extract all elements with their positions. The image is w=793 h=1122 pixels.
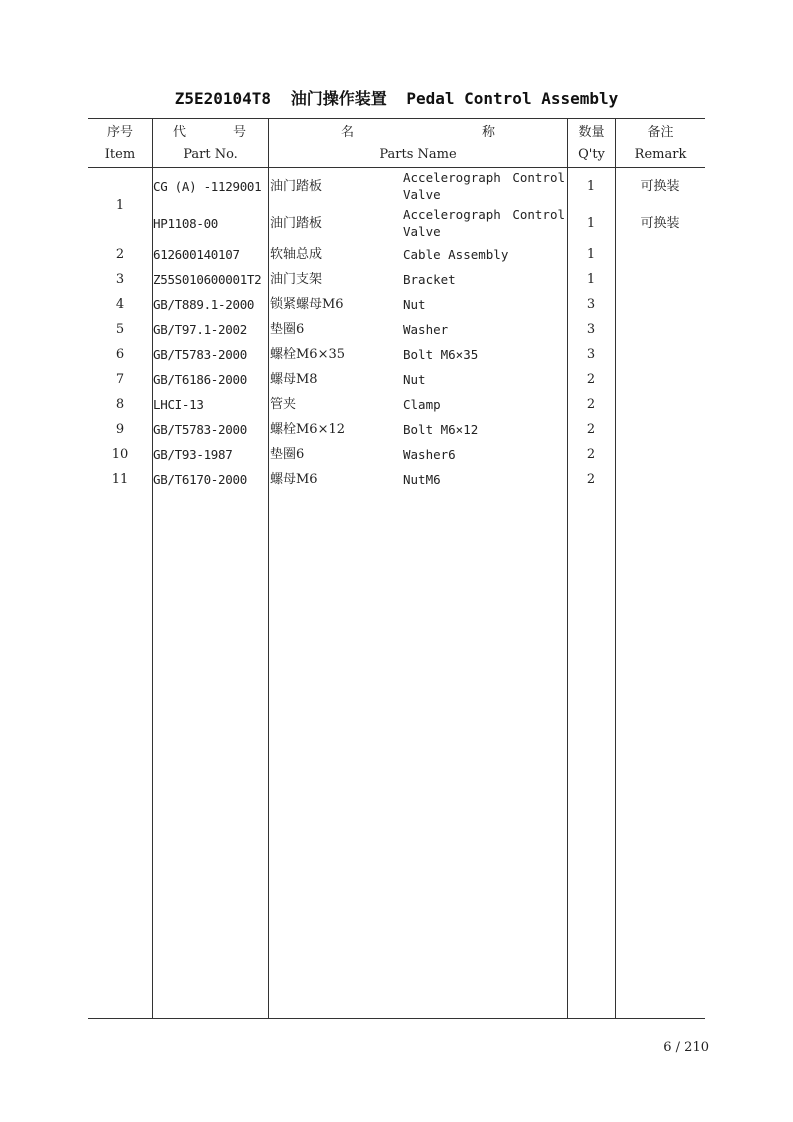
assembly-code: Z5E20104T8 (174, 89, 272, 108)
row-qty: 1 (586, 272, 596, 287)
row-name-cn: 螺母M6 (270, 472, 318, 487)
table-top-rule (88, 118, 705, 119)
row-name-cn: 油门踏板 (270, 179, 323, 194)
header-name-cn-a: 名 (341, 125, 355, 140)
row-name-en: Accelerograph Control Valve (403, 170, 565, 202)
header-part-en: Part No. (183, 147, 238, 162)
row-part-no: LHCI-13 (153, 397, 204, 412)
row-part-no: GB/T889.1-2000 (153, 297, 255, 312)
row-name-cn: 螺母M8 (270, 372, 318, 387)
row-qty: 2 (586, 397, 596, 412)
row-name-cn: 油门支架 (270, 272, 323, 287)
row-qty: 2 (586, 372, 596, 387)
row-item-number: 10 (111, 447, 129, 462)
header-part-cn-b: 号 (232, 125, 246, 140)
row-name-en: Nut (403, 372, 426, 387)
header-remark (616, 122, 705, 166)
page-number: 6 / 210 (663, 1040, 709, 1055)
row-name-en: Clamp (403, 397, 441, 412)
row-part-no: Z55S010600001T2 (153, 272, 262, 287)
row-name-cn: 垫圈6 (270, 447, 305, 462)
row-name-en: Cable Assembly (403, 247, 509, 262)
row-item-number: 4 (115, 297, 125, 312)
header-qty-cn: 数量 (578, 125, 605, 140)
assembly-name-cn: 油门操作装置 (290, 89, 387, 108)
row-name-en: NutM6 (403, 472, 441, 487)
row-name-cn: 锁紧螺母M6 (270, 297, 344, 312)
row-part-no: GB/T6170-2000 (153, 472, 247, 487)
table-bottom-rule (88, 1018, 705, 1019)
row-remark: 可换装 (640, 216, 680, 231)
row-qty: 1 (586, 179, 596, 194)
row-part-no: GB/T5783-2000 (153, 422, 247, 437)
header-qty (568, 122, 615, 166)
row-part-no: GB/T6186-2000 (153, 372, 247, 387)
row-item-number: 6 (115, 347, 125, 362)
column-divider (268, 118, 269, 1019)
row-name-cn: 螺栓M6×12 (270, 422, 346, 437)
row-part-no: CG (A) -1129001 (153, 179, 262, 194)
header-remark-cn: 备注 (647, 125, 674, 140)
row-name-en: Washer (403, 322, 449, 337)
header-item-cn: 序号 (106, 125, 133, 140)
header-part-cn-a: 代 (173, 125, 187, 140)
row-name-en: Nut (403, 297, 426, 312)
row-qty: 2 (586, 422, 596, 437)
row-item-number: 8 (115, 397, 125, 412)
row-name-cn: 油门踏板 (270, 216, 323, 231)
row-qty: 2 (586, 447, 596, 462)
row-name-cn: 垫圈6 (270, 322, 305, 337)
header-item-en: Item (104, 147, 136, 162)
header-qty-en: Q'ty (578, 147, 605, 162)
row-name-en: Bracket (403, 272, 456, 287)
row-part-no: GB/T97.1-2002 (153, 322, 247, 337)
header-bottom-rule (88, 167, 705, 168)
header-item (88, 122, 152, 166)
header-remark-en: Remark (634, 147, 687, 162)
column-divider (615, 118, 616, 1019)
row-item-number: 2 (115, 247, 125, 262)
page-title (88, 86, 705, 109)
row-part-no: GB/T93-1987 (153, 447, 233, 462)
row-qty: 3 (586, 322, 596, 337)
row-part-no: HP1108-00 (153, 216, 219, 231)
row-part-no: GB/T5783-2000 (153, 347, 247, 362)
header-name-en: Parts Name (379, 147, 457, 162)
row-item-number: 7 (115, 372, 125, 387)
row-name-en: Bolt M6×35 (403, 347, 479, 362)
header-name-cn-b: 称 (481, 125, 495, 140)
row-item-number: 5 (115, 322, 125, 337)
row-item-number: 11 (111, 472, 129, 487)
row-name-cn: 管夹 (270, 397, 297, 412)
row-qty: 3 (586, 347, 596, 362)
row-qty: 2 (586, 472, 596, 487)
row-item-number: 1 (115, 198, 125, 213)
row-remark: 可换装 (640, 179, 680, 194)
row-name-en: Accelerograph Control Valve (403, 207, 565, 239)
row-name-cn: 软轴总成 (270, 247, 323, 262)
row-name-cn: 螺栓M6×35 (270, 347, 346, 362)
row-name-en: Washer6 (403, 447, 456, 462)
row-part-no: 612600140107 (153, 247, 240, 262)
row-item-number: 3 (115, 272, 125, 287)
header-part-no (153, 122, 268, 166)
row-qty: 3 (586, 297, 596, 312)
row-qty: 1 (586, 216, 596, 231)
row-name-en: Bolt M6×12 (403, 422, 479, 437)
row-item-number: 9 (115, 422, 125, 437)
row-qty: 1 (586, 247, 596, 262)
header-parts-name (269, 122, 567, 166)
assembly-name-en: Pedal Control Assembly (406, 89, 619, 108)
